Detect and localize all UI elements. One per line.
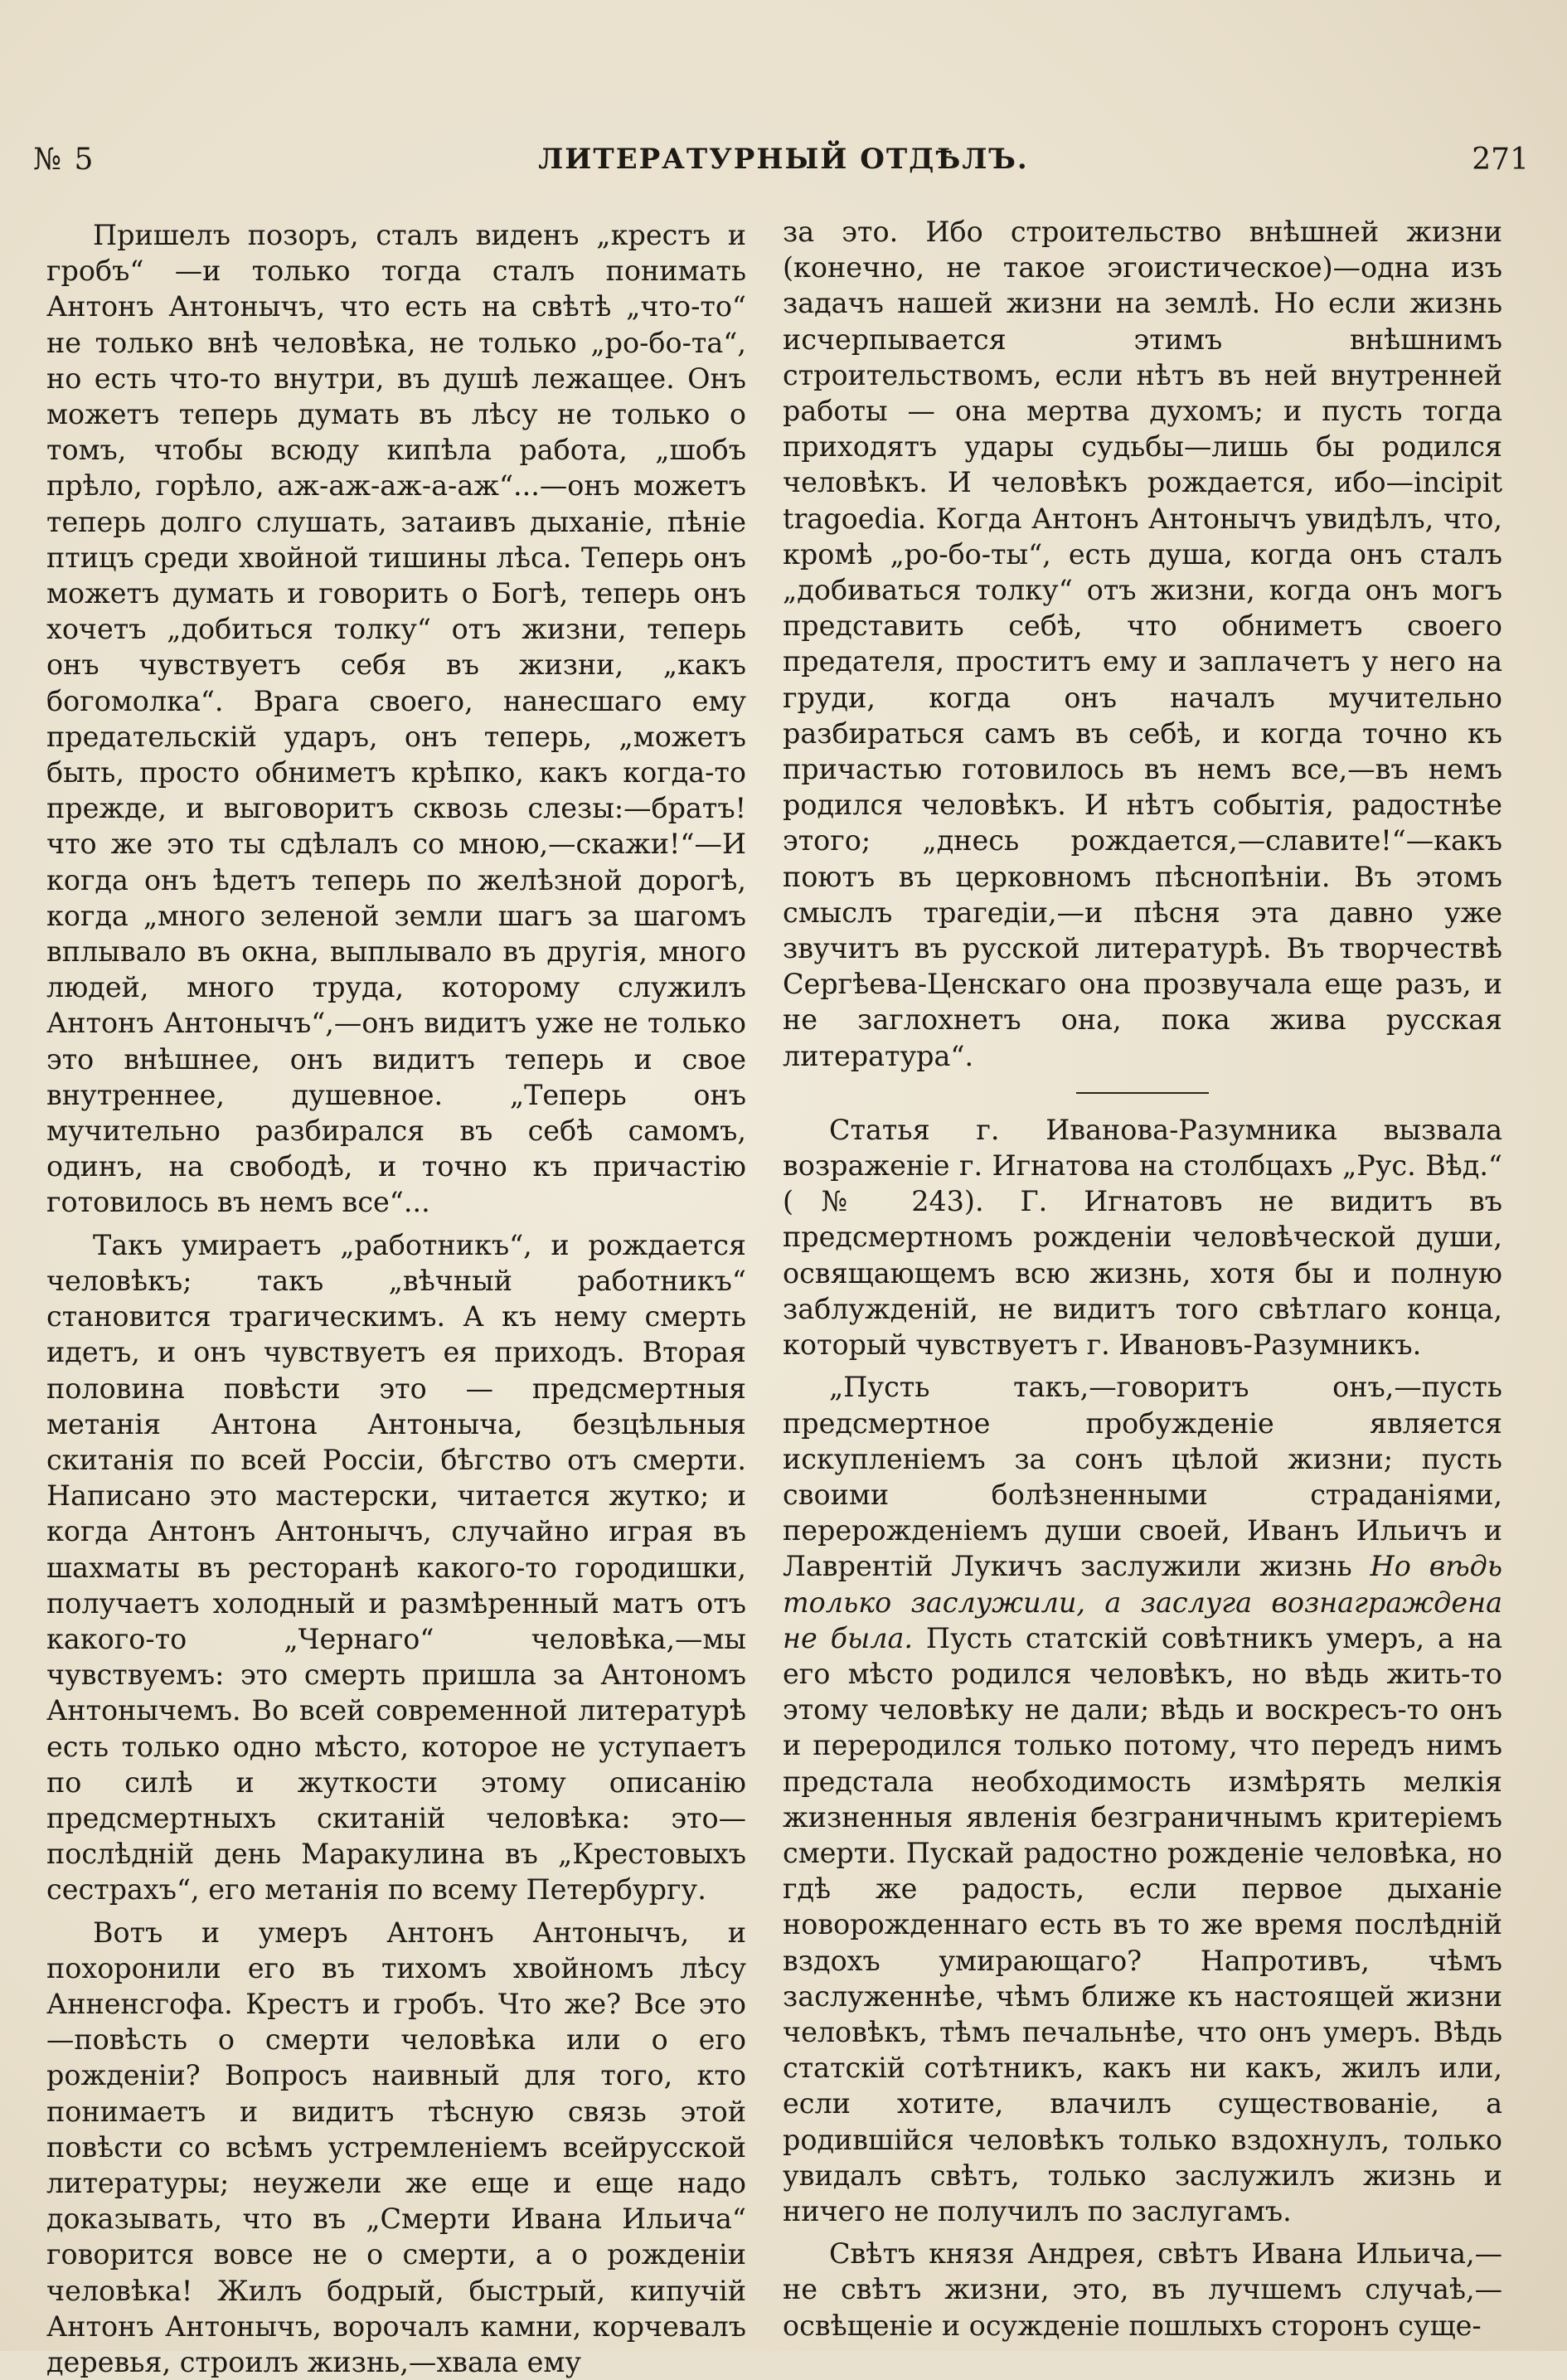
left-column	[46, 217, 746, 2380]
italic-emphasis: Но вѣдь только заслужили, а заслуга вознаграждена не была.	[783, 1550, 1502, 1654]
issue-number: № 5	[33, 143, 95, 177]
running-header	[33, 143, 1534, 184]
section-title: ЛИТЕРАТУРНЫЙ ОТДѢЛЪ.	[538, 143, 1029, 176]
paragraph: Свѣтъ князя Андрея, свѣтъ Ивана Ильича,—не свѣтъ жизни, это, въ лучшемъ случаѣ,—освѣщеніе и осужденіе пошлыхъ сторонъ суще-	[783, 2237, 1502, 2342]
right-column	[783, 214, 1502, 2344]
paragraph: Пришелъ позоръ, сталъ виденъ „крестъ и гробъ“ —и только тогда сталъ понимать Антонъ Антонычъ, что есть на свѣтѣ „что-то“ не только внѣ человѣка, не только „ро-бо-та“, но есть что-то внутри, въ душѣ лежащее. Онъ можетъ теперь думать въ лѣсу не только о томъ, чтобы всюду кипѣла работа, „шобъ прѣло, горѣло, аж-аж-аж-а-аж“...—онъ можетъ теперь долго слушать, затаивъ дыханіе, пѣніе птицъ среди хвойной тишины лѣса. Теперь онъ можетъ думать и говорить о Богѣ, теперь онъ хочетъ „добиться толку“ отъ жизни, теперь онъ чувствуетъ себя въ жизни, „какъ богомолка“. Врага своего, нанесшаго ему предательскій ударъ, онъ теперь, „можетъ быть, просто обниметъ крѣпко, какъ когда-то прежде, и выговоритъ сквозь слезы:—братъ! что же это ты сдѣлалъ со мною,—скажи!“—И когда онъ ѣдетъ теперь по желѣзной дорогѣ, когда „много зеленой земли шагъ за шагомъ вплывало въ окна, выплывало въ другія, много людей, много труда, которому служилъ Антонъ Антонычъ“,—онъ видитъ уже не только это внѣшнее, онъ видитъ теперь и свое внутреннее, душевное. „Теперь онъ мучительно разбирался въ себѣ самомъ, одинъ, на свободѣ, и точно къ причастію готовилось въ немъ все“...	[46, 219, 746, 1219]
quote-text: Пусть статскій совѣтникъ умеръ, а на его мѣсто родился человѣкъ, но вѣдь жить-то этому человѣку не дали; вѣдь и воскресъ-то онъ и переродился только потому, что передъ нимъ предстала необходимость измѣрять мелкія жизненныя явленія безграничнымъ критеріемъ смерти. Пускай радостно рожденіе человѣка, но гдѣ же радость, если первое дыханіе новорожденнаго есть въ то же время послѣдній вздохъ умирающаго? Напротивъ, чѣмъ заслуженнѣе, чѣмъ ближе къ настоящей жизни человѣкъ, тѣмъ печальнѣе, что онъ умеръ. Вѣдь статскій сотѣтникъ, какъ ни какъ, жилъ или, если хотите, влачилъ существованіе, а родившійся человѣкъ только вздохнулъ, только увидалъ свѣтъ, только заслужилъ жизнь и ничего не получилъ по заслугамъ.	[783, 1621, 1502, 2227]
paragraph: Вотъ и умеръ Антонъ Антонычъ, и похоронили его въ тихомъ хвойномъ лѣсу Анненсгофа. Крестъ и гробъ. Что же? Все это—повѣсть о смерти человѣка или о его рожденіи? Вопросъ наивный для того, кто понимаетъ и видитъ тѣсную связь этой повѣсти со всѣмъ устремленіемъ всейрусской литературы; неужели же еще и еще надо доказывать, что въ „Смерти Ивана Ильича“ говорится вовсе не о смерти, а о рожденіи человѣка! Жилъ бодрый, быстрый, кипучій Антонъ Антонычъ, ворочалъ камни, корчевалъ деревья, строилъ жизнь,—хвала ему	[46, 1916, 746, 2378]
paragraph: Статья г. Иванова-Разумника вызвала возраженіе г. Игнатова на столбцахъ „Рус. Вѣд.“ (№ 243). Г. Игнатовъ не видитъ въ предсмертномъ рожденіи человѣческой души, освящающемъ всю жизнь, хотя бы и полную заблужденій, не видитъ того свѣтлаго конца, который чувствуетъ г. Ивановъ-Разумникъ.	[783, 1113, 1502, 1362]
paragraph	[783, 1369, 1502, 2229]
page-number: 271	[1472, 143, 1529, 177]
quote-text: „Пусть такъ,—говоритъ онъ,—пусть предсмертное пробужденіе является искупленіемъ за сонъ цѣлой жизни; пусть своими болѣзненными страданіями, перерожденіемъ души своей, Иванъ Ильичъ и Лаврентій Лукичъ заслужили жизнь	[783, 1371, 1502, 1583]
paragraph: Такъ умираетъ „работникъ“, и рождается человѣкъ; такъ „вѣчный работникъ“ становится трагическимъ. А къ нему смерть идетъ, и онъ чувствуетъ ея приходъ. Вторая половина повѣсти это — предсмертныя метанія Антона Антоныча, безцѣльныя скитанія по всей Россіи, бѣгство отъ смерти. Написано это мастерски, читается жутко; и когда Антонъ Антонычъ, случайно играя въ шахматы въ ресторанѣ какого-то городишки, получаетъ холодный и размѣренный матъ отъ какого-то „Чернаго“ человѣка,—мы чувствуемъ: это смерть пришла за Антономъ Антонычемъ. Во всей современной литературѣ есть только одно мѣсто, которое не уступаетъ по силѣ и жуткости этому описанію предсмертныхъ скитаній человѣка: это—послѣдній день Маракулина въ „Крестовыхъ сестрахъ“, его метанія по всему Петербургу.	[46, 1228, 746, 1906]
paragraph: за это. Ибо строительство внѣшней жизни (конечно, не такое эгоистическое)—одна изъ задачъ нашей жизни на землѣ. Но если жизнь исчерпывается этимъ внѣшнимъ строительствомъ, если нѣтъ въ ней внутренней работы — она мертва духомъ; и пусть тогда приходятъ удары судьбы—лишь бы родился человѣкъ. И человѣкъ рождается, ибо—incipit tragoedia. Когда Антонъ Антонычъ увидѣлъ, что, кромѣ „ро-бо-ты“, есть душа, когда онъ сталъ „добиваться толку“ отъ жизни, когда онъ могъ представить себѣ, что обниметъ своего предателя, проститъ ему и заплачетъ у него на груди, когда онъ началъ мучительно разбираться самъ въ себѣ, и когда точно къ причастью готовилось въ немъ все,—въ немъ родился человѣкъ. И нѣтъ событія, радостнѣе этого; „днесь рождается,—славите!“—какъ поютъ въ церковномъ пѣснопѣніи. Въ этомъ смыслъ трагедіи,—и пѣсня эта давно уже звучитъ въ русской литературѣ. Въ творчествѣ Сергѣева-Ценскаго она прозвучала еще разъ, и не заглохнетъ она, пока жива русская литература“.	[783, 216, 1502, 1072]
section-divider	[1076, 1092, 1209, 1094]
